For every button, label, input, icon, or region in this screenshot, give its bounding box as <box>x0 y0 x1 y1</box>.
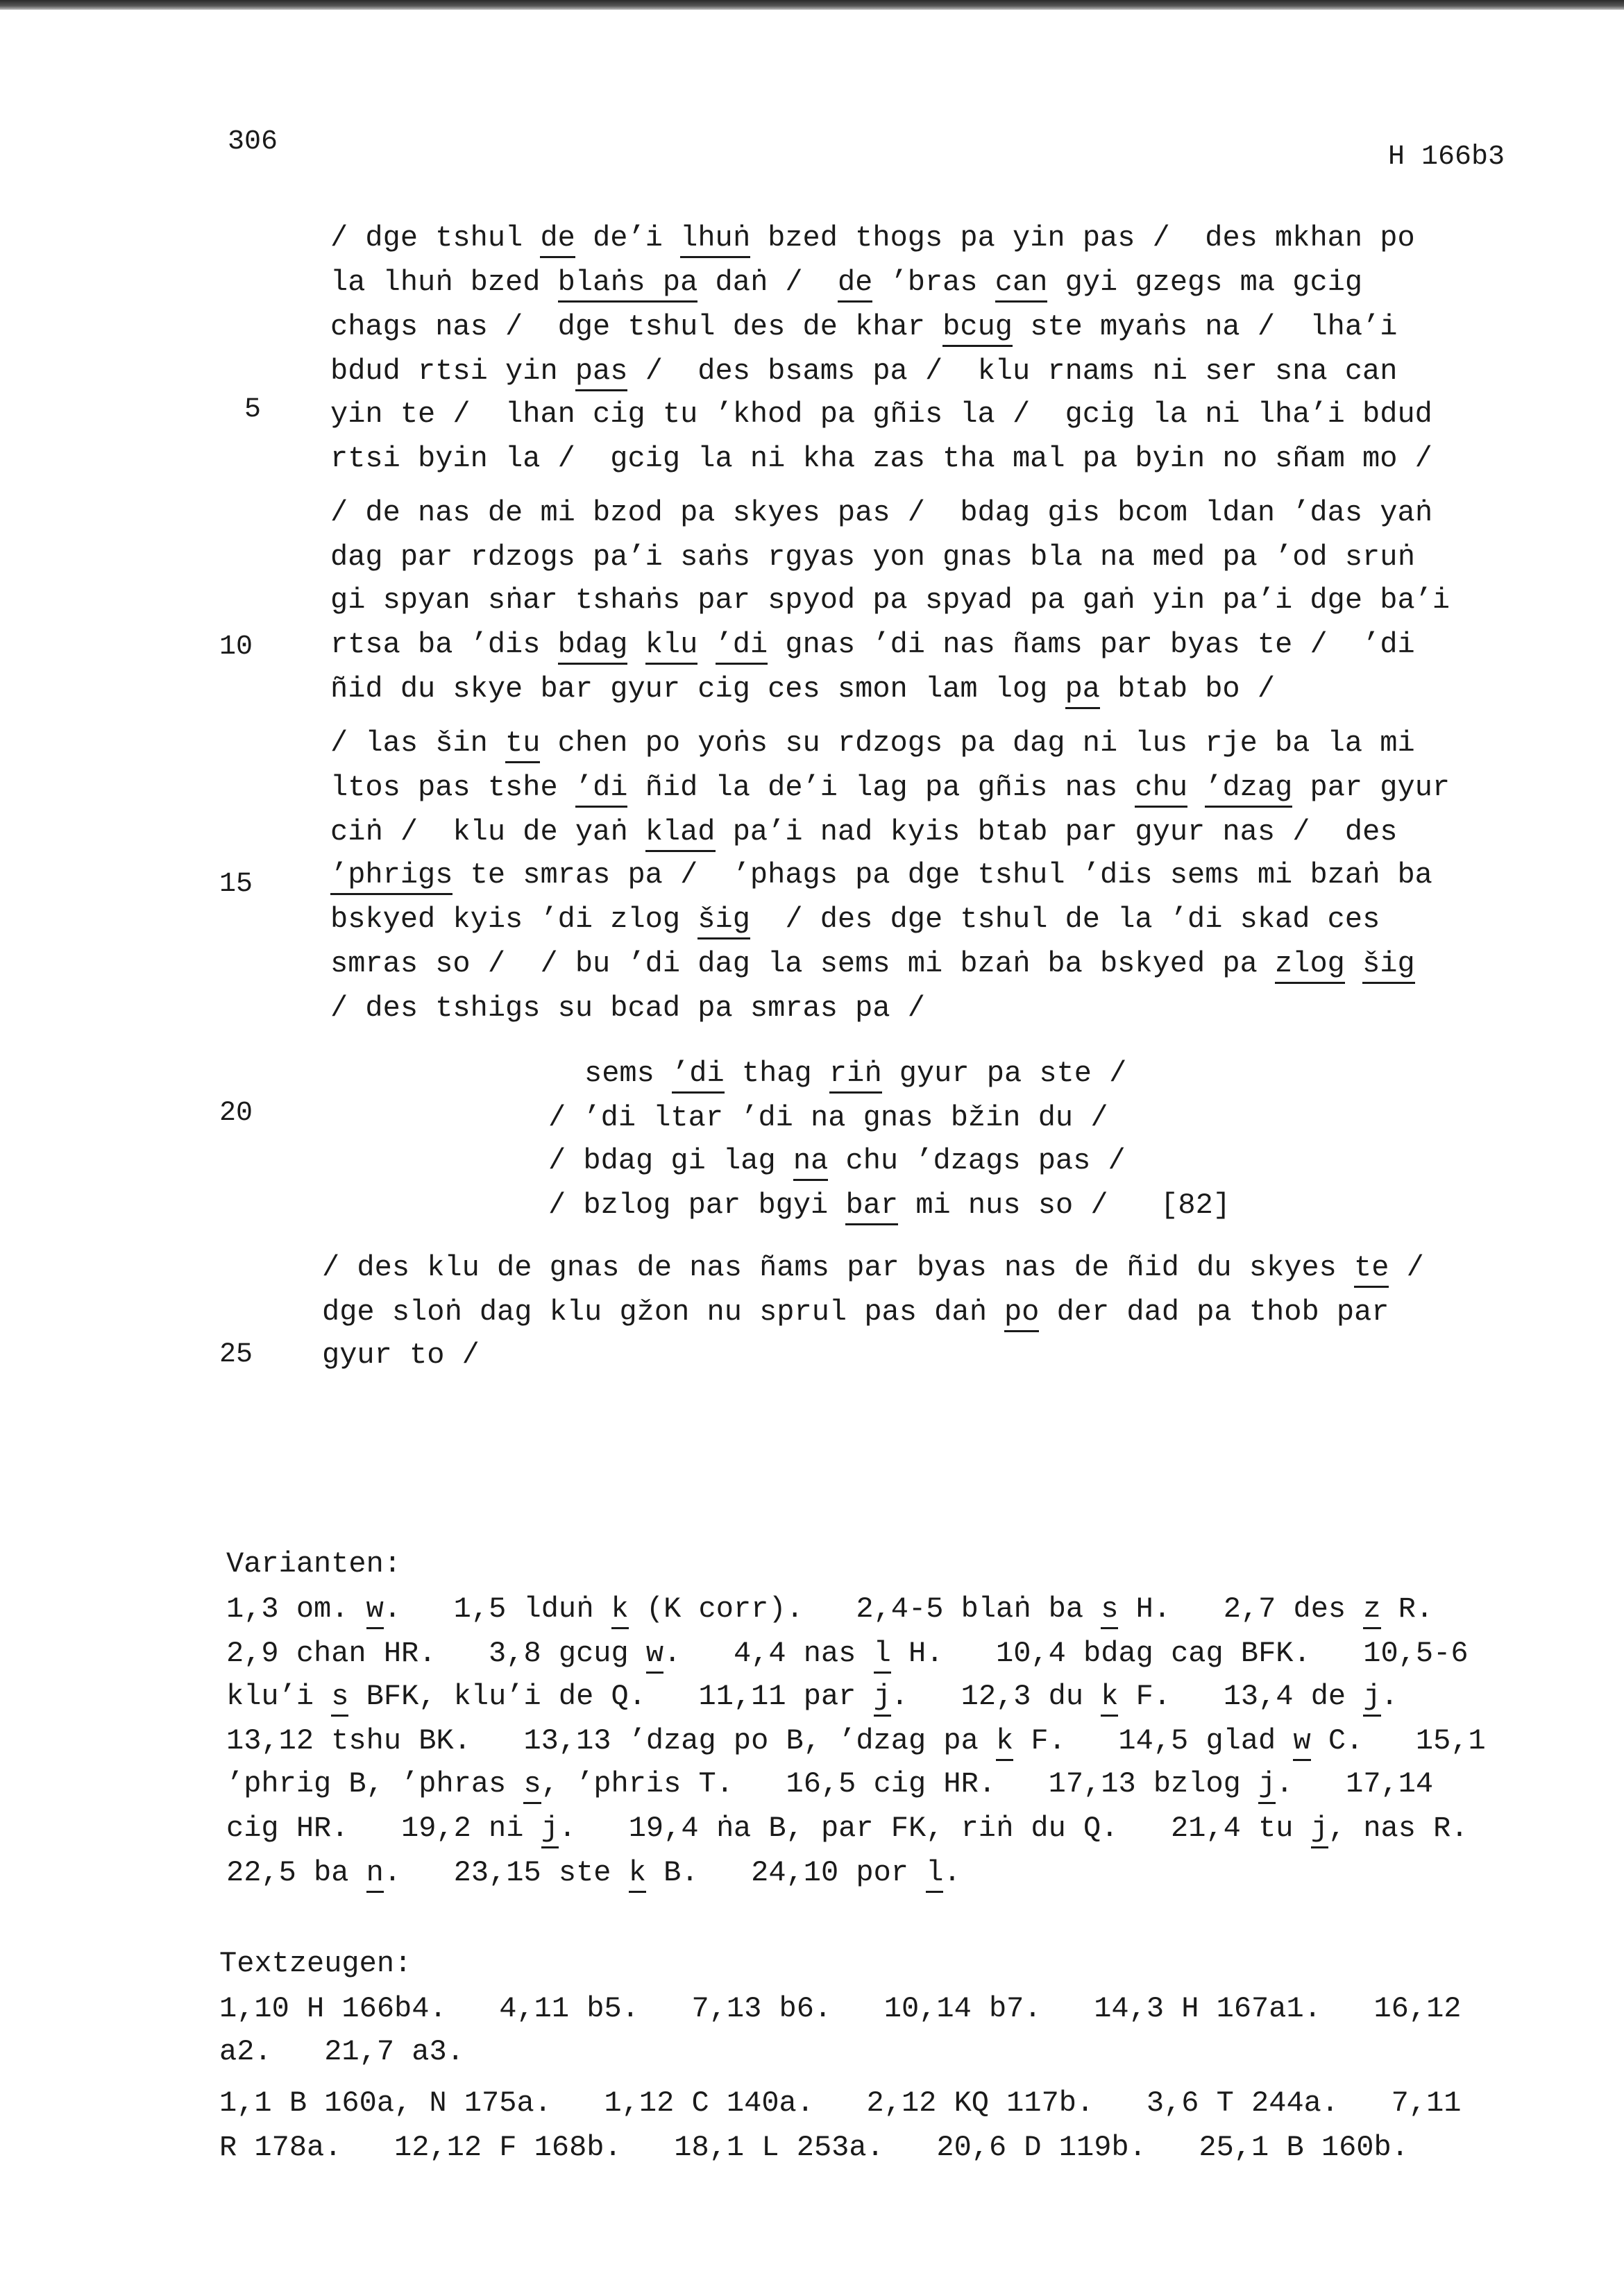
text-line <box>330 773 1450 802</box>
underlined-word: ’di <box>672 1057 725 1094</box>
text-segment: chags nas / dge tshul des de khar <box>330 310 943 343</box>
text-segment: ciṅ / klu de yaṅ <box>330 815 645 849</box>
underlined-word: tu <box>505 726 540 763</box>
witness-line <box>219 2086 1462 2120</box>
text-segment: par gyur <box>1292 771 1450 804</box>
text-line <box>322 1338 480 1372</box>
text-segment: . <box>1380 1680 1398 1713</box>
text-segment: , ’phris T. 16,5 cig HR. 17,13 bzlog <box>541 1767 1259 1801</box>
underlined-word: k <box>1101 1680 1118 1717</box>
page-number: 306 <box>228 126 278 158</box>
underlined-word: blaṅs pa <box>558 266 698 303</box>
text-segment: rtsa ba ’dis <box>330 628 558 661</box>
underlined-word: w <box>1293 1724 1310 1761</box>
text-segment: B. 24,10 por <box>645 1856 927 1889</box>
text-segment: gyur pa ste / <box>881 1057 1127 1090</box>
text-segment: . 19,4 ṅa B, par FK, riṅ du Q. 21,4 tu <box>558 1812 1311 1845</box>
text-segment: 1,10 H 166b4. 4,11 b5. 7,13 b6. 10,14 b7. 14,3 H 167a1. 16,12 <box>219 1992 1462 2025</box>
text-line <box>330 674 1275 704</box>
text-segment: ltos pas tshe <box>330 771 575 804</box>
text-segment: bskyed kyis ’di zlog <box>330 903 698 936</box>
text-segment: smras so / / bu ’di dag la sems mi bzaṅ ba bskyed pa <box>330 947 1276 980</box>
text-segment: . 4,4 nas <box>663 1637 874 1670</box>
text-segment: H. 10,4 bdag cag BFK. 10,5-6 <box>890 1637 1469 1670</box>
text-segment: / <box>1389 1251 1424 1284</box>
text-segment: der dad pa thob par <box>1039 1295 1389 1329</box>
text-segment: H. 2,7 des <box>1118 1592 1364 1626</box>
text-segment: gyur to / <box>322 1338 480 1372</box>
text-segment: thag <box>724 1057 829 1090</box>
text-segment: C. 15,1 <box>1310 1724 1486 1758</box>
text-segment: ’bras <box>872 266 995 299</box>
underlined-word: šig <box>697 903 750 939</box>
text-segment: / las šin <box>330 726 506 760</box>
text-segment: ’phrig B, ’phras <box>226 1767 524 1801</box>
text-segment: . 12,3 du <box>890 1680 1101 1713</box>
text-line <box>330 994 925 1023</box>
variant-line <box>226 1858 961 1887</box>
underlined-word: n <box>366 1856 384 1893</box>
underlined-word: pas <box>575 355 628 391</box>
variant-line <box>226 1639 1469 1668</box>
text-segment: a2. 21,7 a3. <box>219 2035 464 2068</box>
text-segment: la lhuṅ bzed <box>330 266 558 299</box>
text-segment: pa’i nad kyis btab par gyur nas / des <box>715 815 1398 849</box>
text-segment: dag par rdzogs pa’i saṅs rgyas yon gnas bla na med pa ’od sruṅ <box>330 541 1415 574</box>
underlined-word: ’dzag <box>1205 771 1292 808</box>
text-segment: dge sloṅ dag klu gžon nu sprul pas daṅ <box>322 1295 1004 1329</box>
underlined-word: l <box>874 1637 891 1674</box>
underlined-word: de <box>540 221 575 258</box>
underlined-word: riṅ <box>829 1057 882 1094</box>
text-line <box>330 586 1450 615</box>
text-segment: . <box>943 1856 961 1889</box>
text-segment <box>1187 771 1205 804</box>
text-line <box>322 1295 1389 1329</box>
underlined-word: ’phrigs <box>330 858 452 895</box>
text-segment: gnas ’di nas ñams par byas te / ’di <box>768 628 1415 661</box>
text-line <box>330 400 1432 429</box>
text-segment: ñid la de’i lag pa gñis nas <box>627 771 1135 804</box>
textzeugen-heading: Textzeugen: <box>219 1947 412 1980</box>
text-segment: ste myaṅs na / lha’i <box>1012 310 1398 343</box>
underlined-word: bar <box>845 1189 898 1225</box>
text-segment: / dge tshul <box>330 221 541 255</box>
text-line <box>330 223 1415 253</box>
text-segment: / bdag gi lag <box>548 1144 793 1177</box>
text-segment: / des dge tshul de la ’di skad ces <box>750 903 1380 936</box>
text-segment: R 178a. 12,12 F 168b. 18,1 L 253a. 20,6 D 119b. 25,1 B 160b. <box>219 2131 1409 2164</box>
text-segment: . 23,15 ste <box>383 1856 629 1889</box>
manuscript-reference: H 166b3 <box>1388 142 1505 173</box>
text-segment: ñid du skye bar gyur cig ces smon lam log <box>330 672 1065 706</box>
line-number: 20 <box>219 1098 253 1129</box>
text-segment: chu ’dzags pas / <box>828 1144 1126 1177</box>
underlined-word: j <box>541 1812 559 1848</box>
text-segment: R. <box>1380 1592 1434 1626</box>
text-segment: gi spyan sṅar tshaṅs par spyod pa spyad pa gaṅ yin pa’i dge ba’i <box>330 584 1450 617</box>
scan-top-edge <box>0 0 1624 10</box>
underlined-word: k <box>996 1724 1013 1761</box>
text-segment: . 17,14 <box>1276 1767 1434 1801</box>
text-segment: / de nas de mi bzod pa skyes pas / bdag gis bcom ldan ’das yaṅ <box>330 496 1432 529</box>
text-line <box>548 1146 1126 1175</box>
line-number: 15 <box>219 869 253 900</box>
text-segment: btab bo / <box>1100 672 1276 706</box>
witness-line <box>219 2133 1409 2162</box>
underlined-word: w <box>646 1637 663 1674</box>
varianten-heading: Varianten: <box>226 1547 402 1581</box>
underlined-word: klu <box>645 628 698 665</box>
text-line <box>330 268 1362 297</box>
variant-line <box>226 1724 1486 1758</box>
text-segment <box>627 628 645 661</box>
text-segment: bzed thogs pa yin pas / des mkhan po <box>750 221 1415 255</box>
underlined-word: s <box>523 1767 541 1804</box>
variant-line <box>226 1767 1434 1801</box>
text-line <box>330 630 1415 659</box>
underlined-word: k <box>611 1592 629 1629</box>
underlined-word: s <box>331 1680 348 1717</box>
text-segment: 1,3 om. <box>226 1592 366 1626</box>
text-line <box>330 905 1380 934</box>
underlined-word: bdag <box>558 628 628 665</box>
text-segment: BFK, klu’i de Q. 11,11 par <box>348 1680 874 1713</box>
underlined-word: j <box>1311 1812 1328 1848</box>
text-segment: mi nus so / [82] <box>898 1189 1230 1222</box>
text-segment: yin te / lhan cig tu ’khod pa gñis la / gcig la ni lha’i bdud <box>330 398 1432 431</box>
underlined-word: z <box>1363 1592 1380 1629</box>
text-segment <box>1345 947 1362 980</box>
underlined-word: klad <box>645 815 716 852</box>
underlined-word: l <box>926 1856 943 1893</box>
text-segment: rtsi byin la / gcig la ni kha zas tha mal pa byin no sñam mo / <box>330 442 1432 475</box>
text-line <box>330 444 1432 473</box>
underlined-word: j <box>1363 1680 1380 1717</box>
text-line <box>330 312 1397 341</box>
underlined-word: zlog <box>1275 947 1345 984</box>
underlined-word: po <box>1004 1295 1039 1332</box>
underlined-word: k <box>629 1856 646 1893</box>
text-segment: sems <box>584 1057 673 1090</box>
underlined-word: ’di <box>716 628 768 665</box>
witness-line <box>219 2037 464 2066</box>
line-number: 25 <box>219 1339 253 1370</box>
text-segment: . 1,5 lduṅ <box>383 1592 611 1626</box>
text-segment <box>697 628 715 661</box>
text-line <box>330 357 1397 386</box>
underlined-word: na <box>793 1144 828 1181</box>
text-segment: F. 13,4 de <box>1118 1680 1364 1713</box>
text-segment: / des bsams pa / klu rnams ni ser sna can <box>627 355 1398 388</box>
text-segment: , nas R. <box>1328 1812 1469 1845</box>
variant-line <box>226 1814 1469 1843</box>
text-segment: 13,12 tshu BK. 13,13 ’dzag po B, ’dzag pa <box>226 1724 996 1758</box>
text-segment: de’i <box>575 221 681 255</box>
underlined-word: šig <box>1362 947 1415 984</box>
underlined-word: j <box>1258 1767 1276 1804</box>
underlined-word: te <box>1354 1251 1389 1288</box>
text-segment: (K corr). 2,4-5 blaṅ ba <box>628 1592 1101 1626</box>
underlined-word: can <box>995 266 1048 303</box>
text-line <box>330 543 1415 572</box>
text-segment: cig HR. 19,2 ni <box>226 1812 541 1845</box>
underlined-word: pa <box>1065 672 1100 709</box>
underlined-word: de <box>838 266 872 303</box>
witness-line <box>219 1994 1462 2023</box>
text-segment: 22,5 ba <box>226 1856 366 1889</box>
text-line <box>322 1253 1424 1282</box>
text-line <box>330 726 1415 760</box>
underlined-word: bcug <box>942 310 1013 347</box>
text-line <box>584 1059 1126 1088</box>
underlined-word: j <box>874 1680 891 1717</box>
text-line <box>330 817 1397 847</box>
text-segment: / des klu de gnas de nas ñams par byas nas de ñid du skyes <box>322 1251 1355 1284</box>
underlined-word: w <box>366 1592 384 1629</box>
text-line <box>548 1191 1230 1220</box>
text-line <box>330 860 1432 890</box>
text-segment: F. 14,5 glad <box>1013 1724 1294 1758</box>
variant-line <box>226 1682 1398 1711</box>
text-line <box>330 949 1415 978</box>
underlined-word: chu <box>1135 771 1187 808</box>
underlined-word: s <box>1101 1592 1118 1629</box>
text-segment: / ’di ltar ’di na gnas bžin du / <box>548 1101 1108 1134</box>
line-number: 10 <box>219 631 253 663</box>
line-number: 5 <box>244 394 262 425</box>
text-segment: bdud rtsi yin <box>330 355 575 388</box>
text-line <box>330 498 1432 527</box>
text-segment: 1,1 B 160a, N 175a. 1,12 C 140a. 2,12 KQ 117b. 3,6 T 244a. 7,11 <box>219 2086 1462 2120</box>
text-segment: gyi gzegs ma gcig <box>1047 266 1363 299</box>
underlined-word: lhuṅ <box>680 221 750 258</box>
text-segment: / bzlog par bgyi <box>548 1189 846 1222</box>
underlined-word: ’di <box>575 771 628 808</box>
text-segment: klu’i <box>226 1680 332 1713</box>
variant-line <box>226 1592 1434 1626</box>
text-segment: chen po yoṅs su rdzogs pa dag ni lus rje ba la mi <box>540 726 1415 760</box>
text-segment: daṅ / <box>697 266 838 299</box>
text-segment: / des tshigs su bcad pa smras pa / <box>330 992 925 1025</box>
text-segment: 2,9 chan HR. 3,8 gcug <box>226 1637 646 1670</box>
text-line <box>548 1103 1108 1132</box>
text-segment: te smras pa / ’phags pa dge tshul ’dis sems mi bzaṅ ba <box>452 858 1432 892</box>
